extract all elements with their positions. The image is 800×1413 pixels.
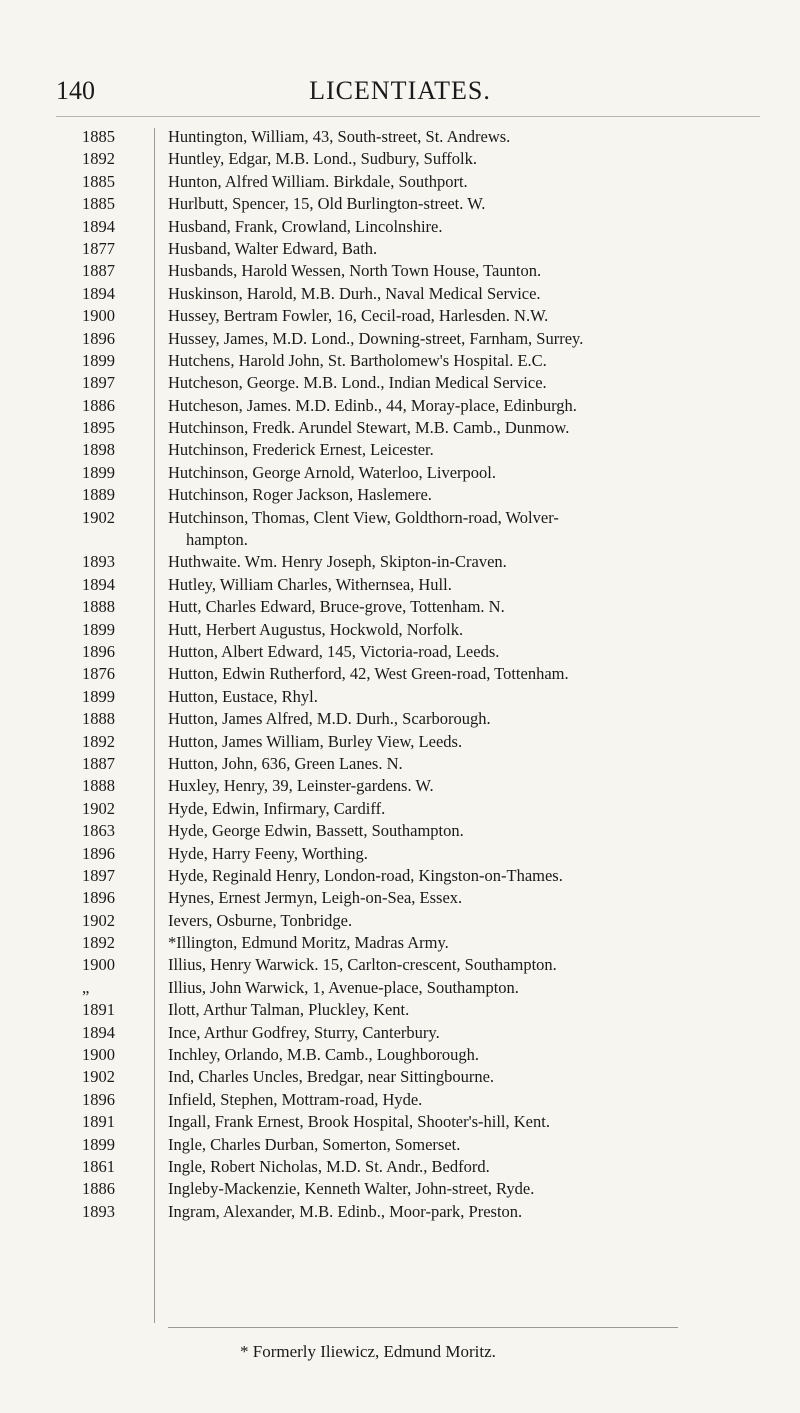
- list-item: [0, 731, 800, 753]
- entry-year: 1891: [82, 1112, 115, 1132]
- entry-year: 1899: [82, 350, 115, 370]
- list-item: [0, 708, 800, 730]
- entry-year: 1902: [82, 507, 115, 527]
- entry-year: 1896: [82, 1089, 115, 1109]
- list-item: [0, 350, 800, 372]
- list-item: [0, 954, 800, 976]
- list-item: [0, 372, 800, 394]
- entry-text: Hutchinson, Frederick Ernest, Leicester.: [168, 440, 434, 460]
- entry-text: Husband, Walter Edward, Bath.: [168, 238, 378, 258]
- list-item: [0, 1201, 800, 1223]
- entry-text: Ind, Charles Uncles, Bredgar, near Sittingbourne.: [168, 1067, 495, 1087]
- list-item: [0, 977, 800, 999]
- list-item: [0, 574, 800, 596]
- entry-year: „: [82, 977, 90, 997]
- entry-year: 1888: [82, 776, 115, 796]
- entry-year: 1876: [82, 664, 115, 684]
- entry-year: 1899: [82, 619, 115, 639]
- entry-text: Husbands, Harold Wessen, North Town House, Taunton.: [168, 261, 542, 281]
- entry-year: 1900: [82, 306, 115, 326]
- entry-year: 1886: [82, 1179, 115, 1199]
- entry-text: Ingall, Frank Ernest, Brook Hospital, Shooter's-hill, Kent.: [168, 1112, 550, 1132]
- entry-text: *Illington, Edmund Moritz, Madras Army.: [168, 933, 449, 953]
- entry-text: Hutt, Charles Edward, Bruce-grove, Tottenham. N.: [168, 597, 505, 617]
- entry-text: Hutton, John, 636, Green Lanes. N.: [168, 753, 403, 773]
- list-item: [0, 1022, 800, 1044]
- entry-text: Huxley, Henry, 39, Leinster-gardens. W.: [168, 776, 434, 796]
- entry-text: Hutchinson, Fredk. Arundel Stewart, M.B. Camb., Dunmow.: [168, 418, 570, 438]
- list-item: [0, 686, 800, 708]
- entry-text: Ingleby-Mackenzie, Kenneth Walter, John-street, Ryde.: [168, 1179, 535, 1199]
- entry-text: Hutton, James William, Burley View, Leeds.: [168, 731, 463, 751]
- entry-year: 1885: [82, 194, 115, 214]
- entry-year: 1895: [82, 418, 115, 438]
- entry-year: 1888: [82, 597, 115, 617]
- list-item: [0, 1066, 800, 1088]
- list-item: [0, 283, 800, 305]
- entry-year: 1887: [82, 753, 115, 773]
- list-item: [0, 328, 800, 350]
- entry-text: Huskinson, Harold, M.B. Durh., Naval Medical Service.: [168, 283, 541, 303]
- entry-year: 1894: [82, 216, 115, 236]
- entry-text: Husband, Frank, Crowland, Lincolnshire.: [168, 216, 443, 236]
- list-item: [0, 999, 800, 1021]
- entry-text: Huntley, Edgar, M.B. Lond., Sudbury, Suffolk.: [168, 149, 478, 169]
- list-item: [0, 238, 800, 260]
- entry-year: 1894: [82, 574, 115, 594]
- list-item: [0, 1111, 800, 1133]
- list-item: [0, 596, 800, 618]
- list-item: [0, 417, 800, 439]
- list-item: [0, 171, 800, 193]
- list-item: [0, 798, 800, 820]
- entry-text: Hurlbutt, Spencer, 15, Old Burlington-street. W.: [168, 194, 486, 214]
- entry-text: Huthwaite. Wm. Henry Joseph, Skipton-in-Craven.: [168, 552, 507, 572]
- list-item: [0, 619, 800, 641]
- entry-text: Hussey, Bertram Fowler, 16, Cecil-road, Harlesden. N.W.: [168, 306, 549, 326]
- entry-year: 1902: [82, 798, 115, 818]
- entry-text: Ince, Arthur Godfrey, Sturry, Canterbury.: [168, 1022, 440, 1042]
- entry-year: 1899: [82, 1134, 115, 1154]
- list-item: [0, 753, 800, 775]
- entry-text: hampton.: [186, 530, 248, 550]
- entry-year: 1898: [82, 440, 115, 460]
- entry-year: 1893: [82, 1201, 115, 1221]
- entry-text: Hutcheson, George. M.B. Lond., Indian Medical Service.: [168, 373, 547, 393]
- entry-year: 1889: [82, 485, 115, 505]
- list-item: [0, 148, 800, 170]
- list-item: [0, 395, 800, 417]
- list-item: [0, 865, 800, 887]
- entry-text: Hyde, Edwin, Infirmary, Cardiff.: [168, 798, 386, 818]
- entry-year: 1892: [82, 933, 115, 953]
- entry-text: Hutton, Albert Edward, 145, Victoria-road, Leeds.: [168, 641, 500, 661]
- running-head: LICENTIATES.: [309, 76, 491, 105]
- entry-year: 1896: [82, 328, 115, 348]
- entry-text: Hutley, William Charles, Withernsea, Hull.: [168, 574, 452, 594]
- entry-text: Ievers, Osburne, Tonbridge.: [168, 910, 353, 930]
- list-item: [0, 484, 800, 506]
- list-item: [0, 820, 800, 842]
- entry-year: 1892: [82, 731, 115, 751]
- entry-year: 1892: [82, 149, 115, 169]
- entry-text: Inchley, Orlando, M.B. Camb., Loughborough.: [168, 1045, 480, 1065]
- entry-text: Illius, Henry Warwick. 15, Carlton-crescent, Southampton.: [168, 955, 557, 975]
- entry-text: Ilott, Arthur Talman, Pluckley, Kent.: [168, 1000, 410, 1020]
- entry-text: Hutchinson, Thomas, Clent View, Goldthorn-road, Wolver-: [168, 507, 559, 527]
- entry-year: 1886: [82, 395, 115, 415]
- page-number: 140: [56, 76, 95, 105]
- entry-year: 1902: [82, 910, 115, 930]
- list-item: [0, 1178, 800, 1200]
- entry-year: 1877: [82, 238, 115, 258]
- entry-text: Illius, John Warwick, 1, Avenue-place, Southampton.: [168, 977, 519, 997]
- entry-year: 1863: [82, 821, 115, 841]
- entry-text: Hutton, Edwin Rutherford, 42, West Green-road, Tottenham.: [168, 664, 569, 684]
- footnote-rule: [168, 1327, 678, 1328]
- entry-year: 1896: [82, 641, 115, 661]
- entry-year: 1899: [82, 462, 115, 482]
- entry-year: 1902: [82, 1067, 115, 1087]
- list-item: [0, 1156, 800, 1178]
- list-item: [0, 216, 800, 238]
- list-item: [0, 1089, 800, 1111]
- entry-year: 1893: [82, 552, 115, 572]
- list-item: [0, 663, 800, 685]
- entry-text: Hyde, George Edwin, Bassett, Southampton.: [168, 821, 464, 841]
- entry-year: 1885: [82, 127, 115, 146]
- entry-year: 1897: [82, 373, 115, 393]
- entry-year: 1861: [82, 1156, 115, 1176]
- list-item: [0, 887, 800, 909]
- entry-text: Hutton, Eustace, Rhyl.: [168, 686, 318, 706]
- entry-text: Hutton, James Alfred, M.D. Durh., Scarborough.: [168, 709, 491, 729]
- list-item: [0, 260, 800, 282]
- list-item: [0, 910, 800, 932]
- entry-list: [0, 126, 800, 1223]
- entry-year: 1899: [82, 686, 115, 706]
- list-item: [0, 439, 800, 461]
- entry-text: Hyde, Reginald Henry, London-road, Kingston-on-Thames.: [168, 865, 563, 885]
- list-item: [0, 529, 800, 551]
- list-item: [0, 507, 800, 529]
- list-item: [0, 775, 800, 797]
- entry-year: 1897: [82, 865, 115, 885]
- entry-text: Hutchens, Harold John, St. Bartholomew's Hospital. E.C.: [168, 350, 547, 370]
- entry-year: 1891: [82, 1000, 115, 1020]
- entry-text: Infield, Stephen, Mottram-road, Hyde.: [168, 1089, 423, 1109]
- entry-text: Hynes, Ernest Jermyn, Leigh-on-Sea, Essex.: [168, 888, 463, 908]
- entry-text: Ingle, Robert Nicholas, M.D. St. Andr., Bedford.: [168, 1156, 490, 1176]
- entry-year: 1888: [82, 709, 115, 729]
- list-item: [0, 843, 800, 865]
- entry-year: 1900: [82, 955, 115, 975]
- list-item: [0, 1134, 800, 1156]
- entry-year: 1900: [82, 1045, 115, 1065]
- entry-text: Huntington, William, 43, South-street, St. Andrews.: [168, 127, 511, 146]
- list-item: [0, 551, 800, 573]
- entry-year: 1894: [82, 283, 115, 303]
- footnote: * Formerly Iliewicz, Edmund Moritz.: [240, 1342, 496, 1361]
- entry-text: Hussey, James, M.D. Lond., Downing-street, Farnham, Surrey.: [168, 328, 584, 348]
- entry-text: Ingram, Alexander, M.B. Edinb., Moor-park, Preston.: [168, 1201, 523, 1221]
- entry-year: 1885: [82, 171, 115, 191]
- entry-year: 1896: [82, 888, 115, 908]
- list-item: [0, 126, 800, 148]
- entry-text: Hutchinson, George Arnold, Waterloo, Liverpool.: [168, 462, 497, 482]
- list-item: [0, 305, 800, 327]
- header-rule: [56, 116, 760, 117]
- entry-year: 1896: [82, 843, 115, 863]
- list-item: [0, 641, 800, 663]
- entry-text: Ingle, Charles Durban, Somerton, Somerset.: [168, 1134, 461, 1154]
- entry-text: Hyde, Harry Feeny, Worthing.: [168, 843, 368, 863]
- list-item: [0, 1044, 800, 1066]
- list-item: [0, 193, 800, 215]
- entry-year: 1894: [82, 1022, 115, 1042]
- list-item: [0, 462, 800, 484]
- entry-text: Hutt, Herbert Augustus, Hockwold, Norfolk.: [168, 619, 464, 639]
- entry-year: 1887: [82, 261, 115, 281]
- entry-text: Hutcheson, James. M.D. Edinb., 44, Moray-place, Edinburgh.: [168, 395, 577, 415]
- entry-text: Hutchinson, Roger Jackson, Haslemere.: [168, 485, 432, 505]
- entry-text: Hunton, Alfred William. Birkdale, Southport.: [168, 171, 468, 191]
- list-item: [0, 932, 800, 954]
